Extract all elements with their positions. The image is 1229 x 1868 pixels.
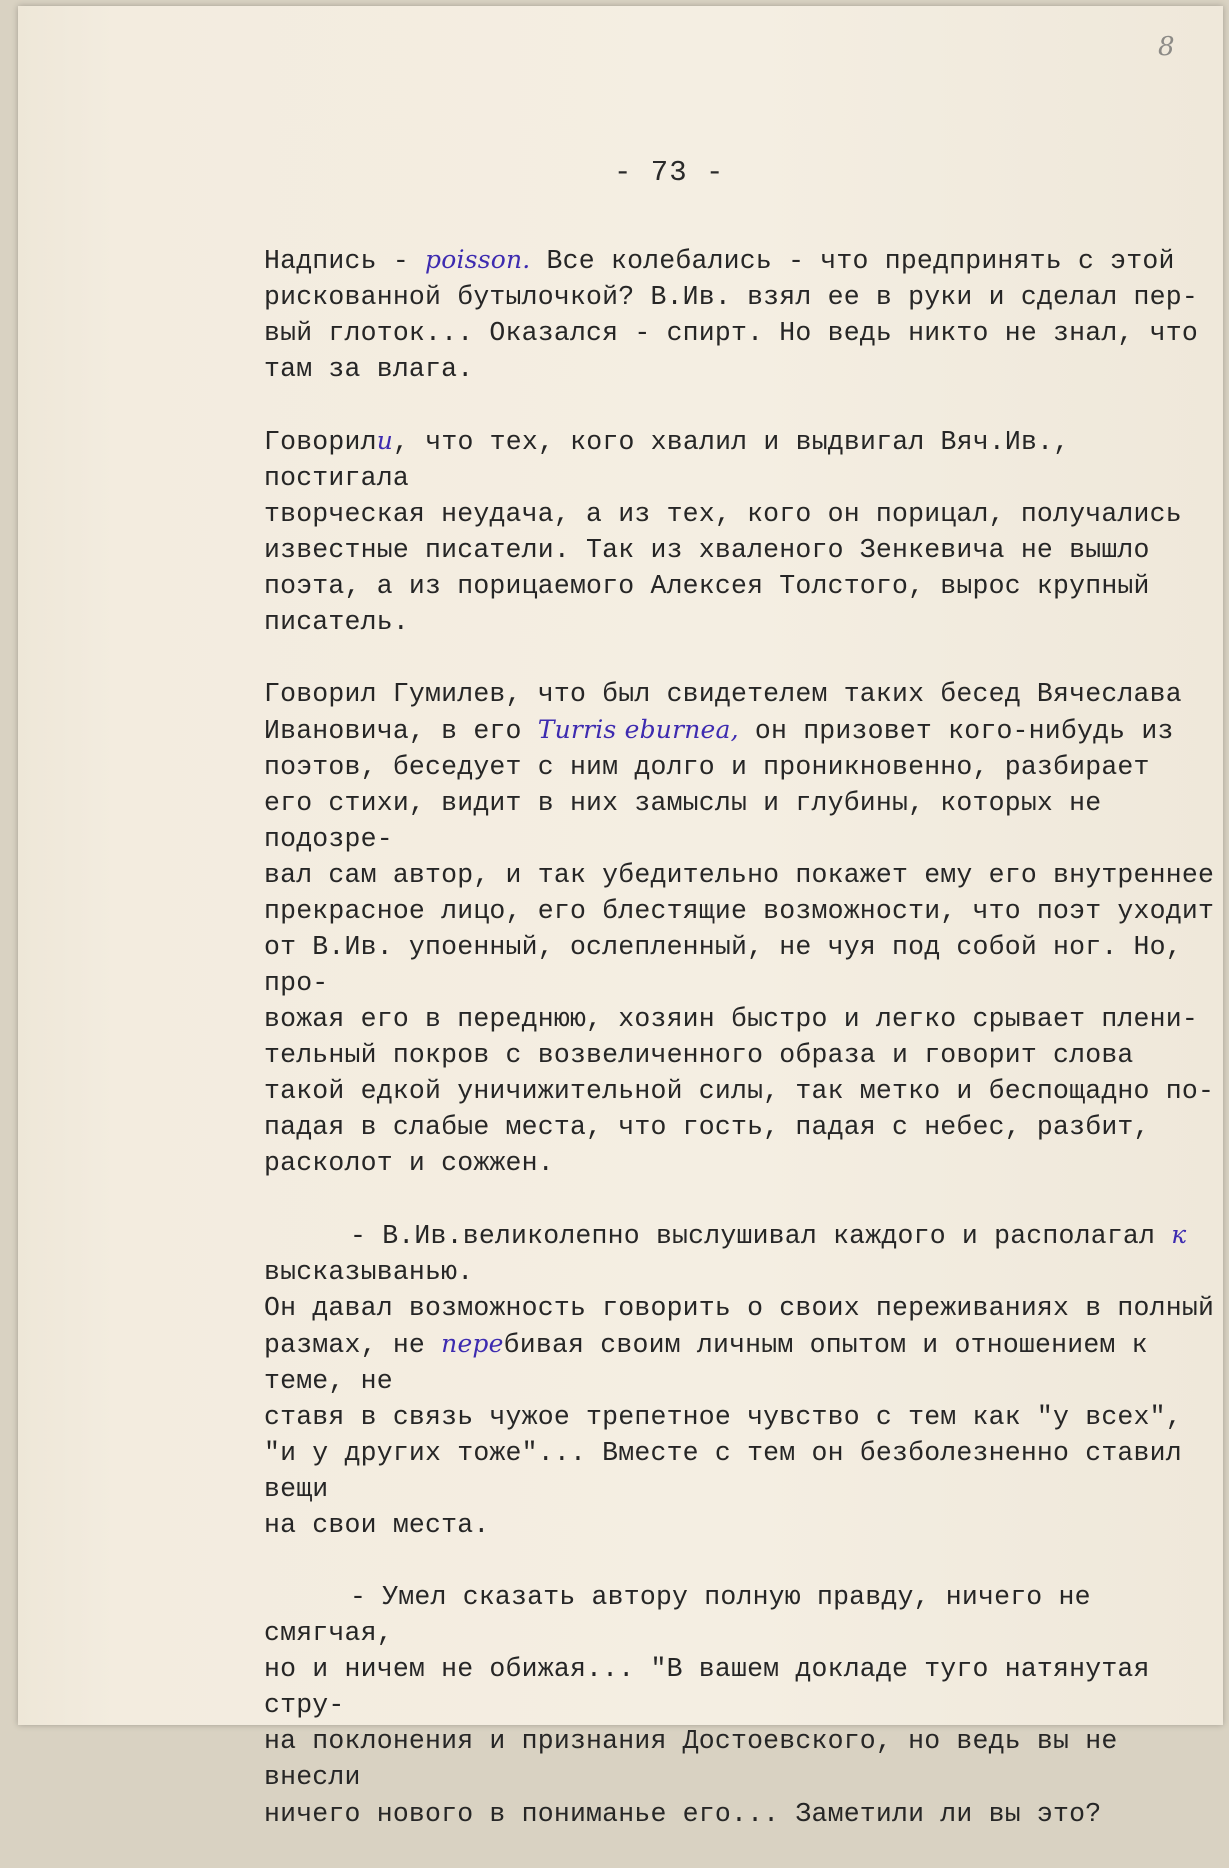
handwritten-correction: и <box>376 426 394 455</box>
handwritten-correction: пере <box>441 1329 504 1358</box>
page-body <box>264 242 1224 1868</box>
handwritten-correction: poisson. <box>425 245 531 274</box>
typewritten-page <box>18 6 1223 1829</box>
paragraph-listening: - В.Ив.великолепно выслушивал каждого и располагал к высказыванью. <box>264 1220 1187 1287</box>
paragraph-experiences: Он давал возможность говорить о своих переживаниях в полный размах, не перебивая своим личным опытом и отношением к теме, не ставя в связь чужое трепетное чувство с тем как "у всех", "и у других тоже"... Вместе с тем он безболезненно ставил вещи на свои места. <box>264 1293 1215 1540</box>
paragraph-gumilev: Говорил Гумилев, что был свидетелем таких бесед Вячеслава Ивановича, в его Turris eburnea, он призовет кого-нибудь из поэтов, беседует с ним долго и проникновенно, разбирает его стихи, видит в них замыслы и глубины, которых не подозре- вал сам автор, и так убедительно покажет ему его внутреннее прекрасное лицо, его блестящие возможности, что поэт уходит от В.Ив. упоенный, ослепленный, не чуя под собой ног. Но, про- вожая его в переднюю, хозяин быстро и легко срывает плени- тельный покров с возвеличенного образа и говорит слова такой едкой уничижительной силы, так метко и беспощадно по- падая в слабые места, что гость, падая с небес, разбит, расколот и сожжен. <box>264 679 1215 1178</box>
paragraph-praise: Говорили, что тех, кого хвалил и выдвигал Вяч.Ив., постигала творческая неудача, а из тех, кого он порицал, получались известные писатели. Так из хваленого Зенкевича не вышло поэта, а из порицаемого Алексея Толстого, вырос крупный писатель. <box>264 426 1182 637</box>
paragraph-bottle: Надпись - poisson. Все колебались - что предпринять с этой рискованной бутылочкой? В.Ив. взял ее в руки и сделал пер- вый глоток... Оказался - спирт. Но ведь никто не знал, что там за влага. <box>264 245 1198 384</box>
handwritten-correction: Turris eburnea, <box>537 715 739 744</box>
pencil-archive-number: 8 <box>1158 32 1175 62</box>
page-number: - 73 - <box>614 156 725 189</box>
handwritten-correction: к <box>1171 1220 1187 1249</box>
paragraph-truth: - Умел сказать автору полную правду, ничего не смягчая, но и ничем не обижая... "В вашем докладе туго натянутая стру- на поклонения и признания Достоевского, но ведь вы не внесли ничего нового в пониманье его... Заметили ли вы это? <box>264 1582 1150 1829</box>
